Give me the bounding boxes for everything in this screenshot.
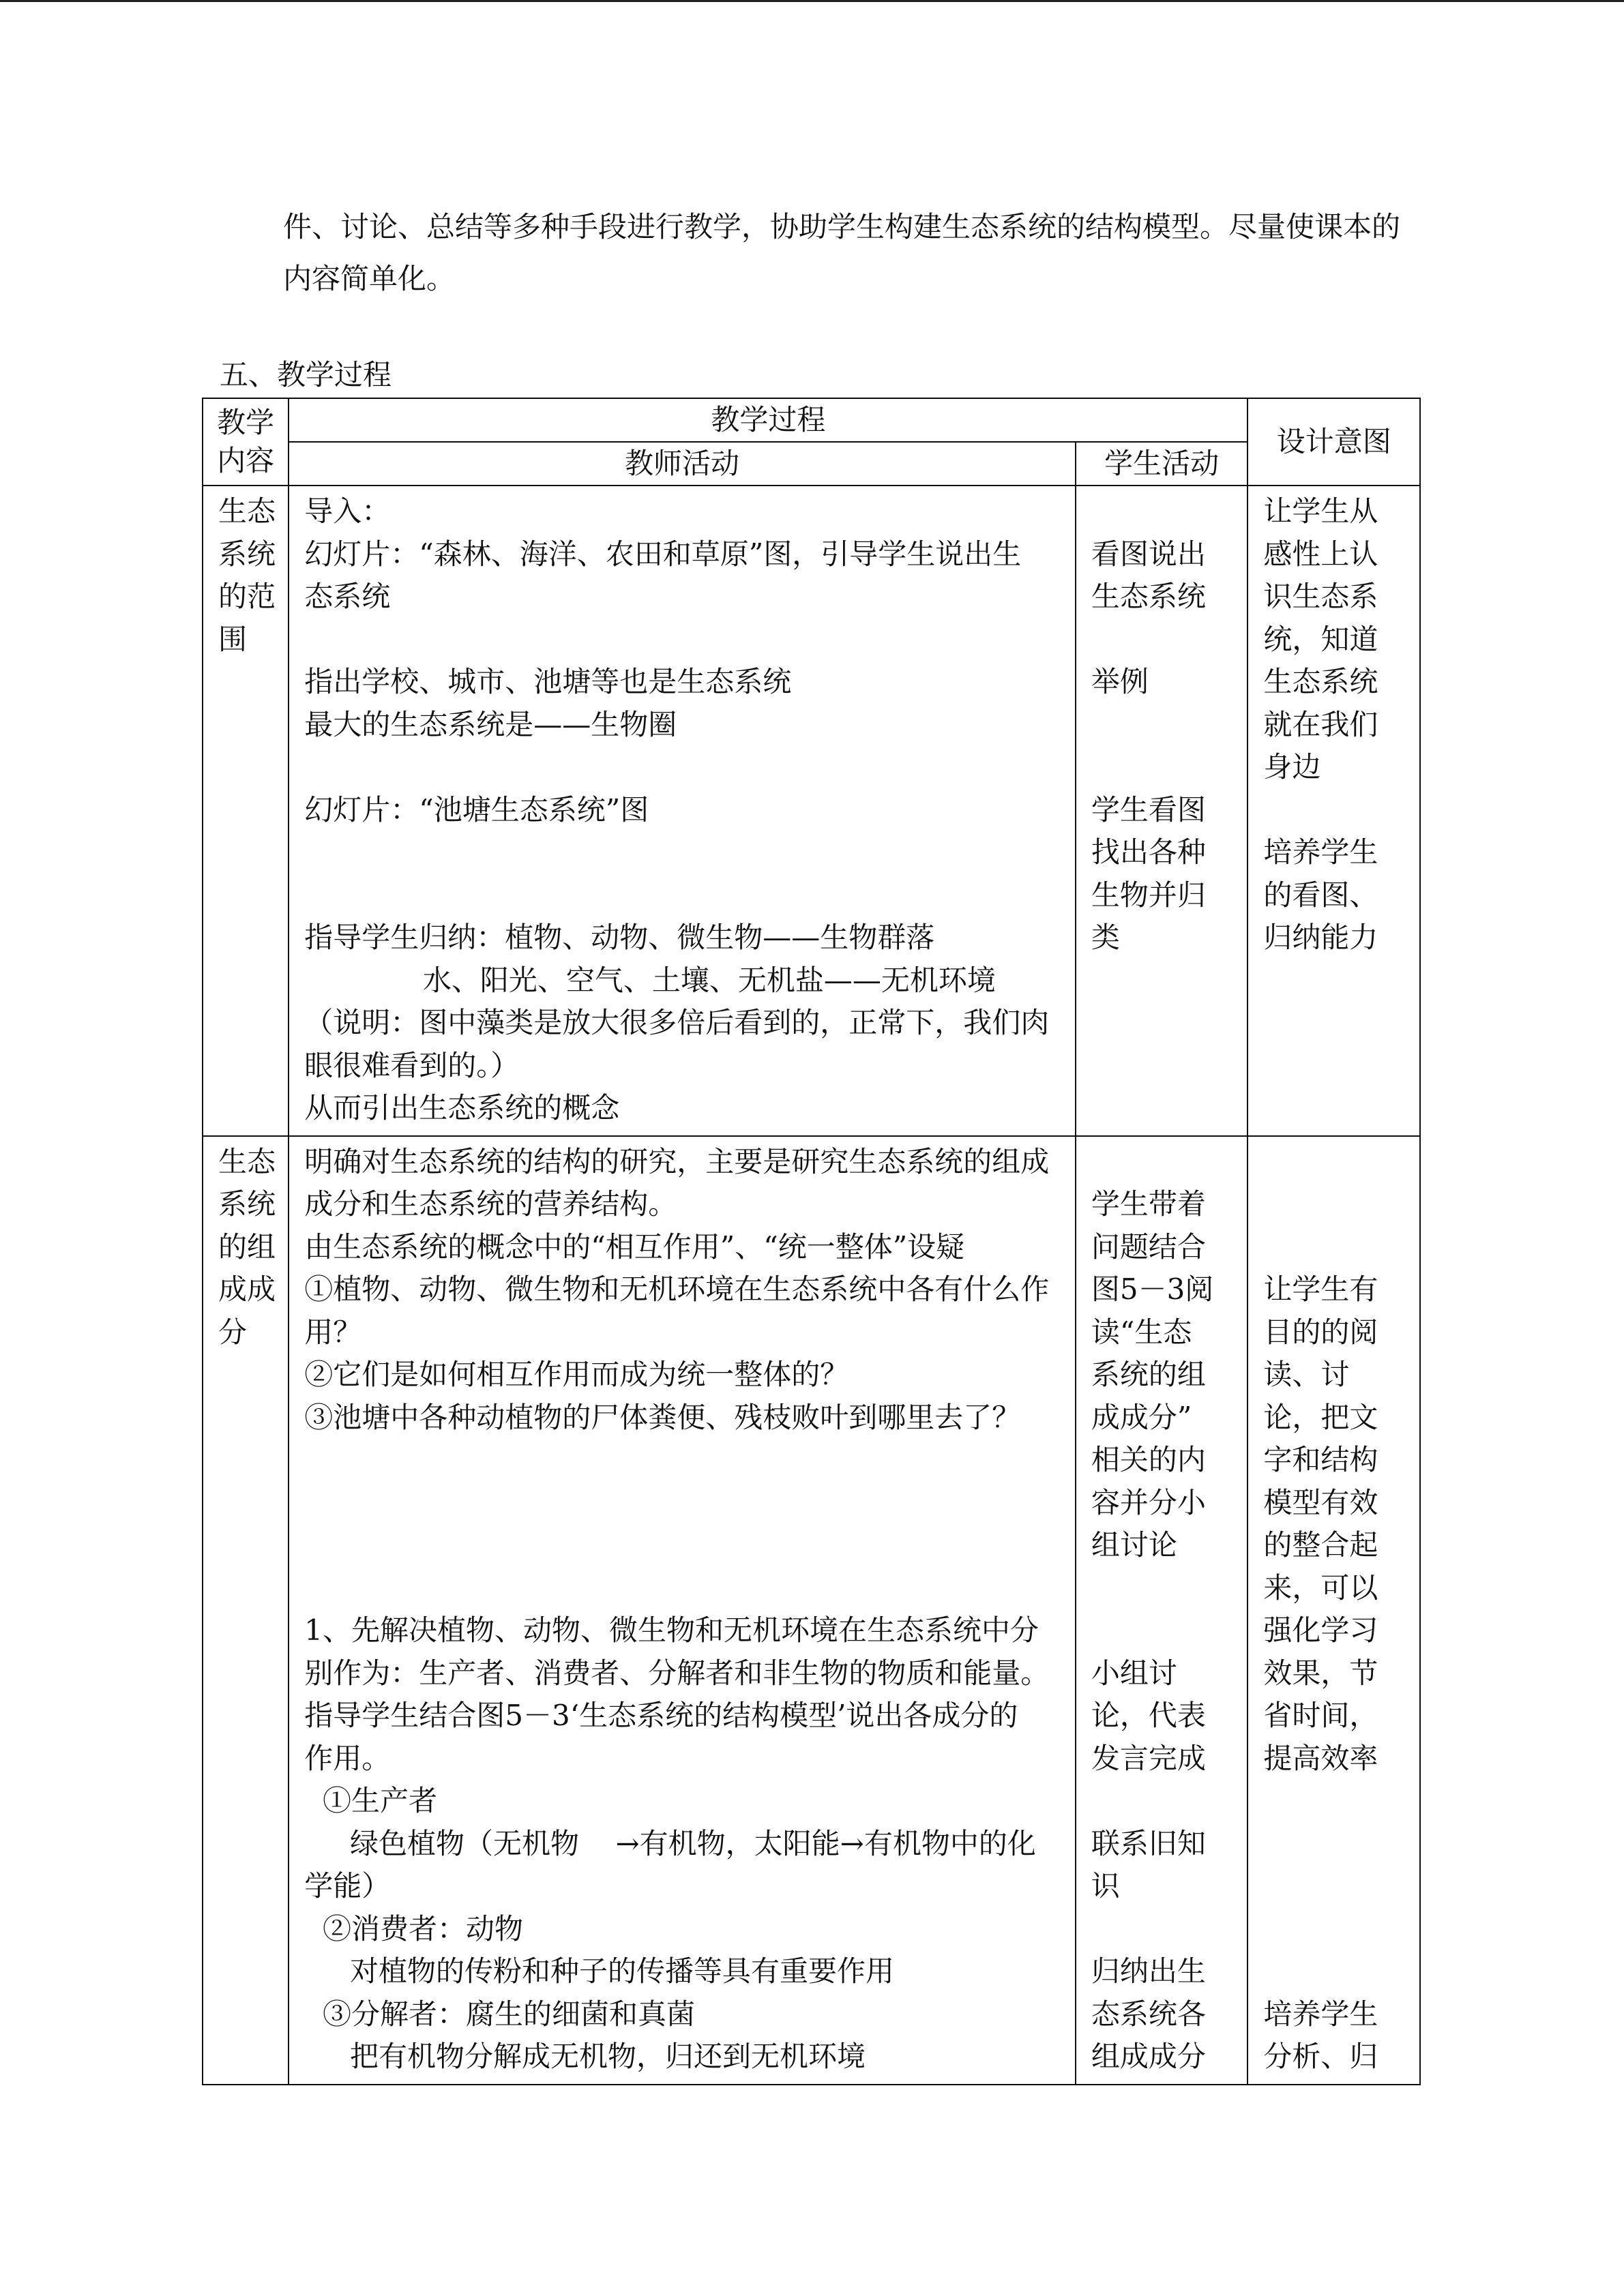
row1-student: 看图说出 生态系统 举例 学生看图 找出各种 生物并归 类 — [1076, 486, 1248, 1136]
table-header-row — [203, 398, 1420, 442]
row1-teacher: 导入： 幻灯片：“森林、海洋、农田和草原”图，引导学生说出生 态系统 指出学校、城市、池塘等也是生态系统 最大的生态系统是——生物圈 幻灯片：“池塘生态系统”图 指导学生归纳：植物、动物、微生物——生物群落 水、阳光、空气、土壤、无机盐——无机环境 （说明：图中藻类是放大很多倍后看到的，正常下，我们肉 眼很难看到的。） 从而引出生态系统的概念 — [289, 486, 1076, 1136]
teaching-process-table — [202, 398, 1421, 2085]
header-teacher: 教师活动 — [289, 442, 1076, 486]
header-student: 学生活动 — [1076, 442, 1248, 486]
page-top-border — [0, 0, 1624, 2]
row1-design: 让学生从 感性上认 识生态系 统，知道 生态系统 就在我们 身边 培养学生 的看图、 归纳能力 — [1247, 486, 1420, 1136]
header-design: 设计意图 — [1247, 398, 1420, 486]
section-title: 五、教学过程 — [220, 358, 392, 391]
table-row — [203, 1136, 1420, 2085]
row2-content: 生态 系统 的组 成成 分 — [203, 1136, 289, 2085]
row2-student: 学生带着 问题结合 图5－3阅 读“生态 系统的组 成成分” 相关的内 容并分小 组讨论 小组讨 论，代表 发言完成 联系旧知 识 归纳出生 态系统各 组成成分 — [1076, 1136, 1248, 2085]
header-content: 教学 内容 — [203, 398, 289, 486]
header-process: 教学过程 — [289, 398, 1247, 442]
row2-teacher: 明确对生态系统的结构的研究，主要是研究生态系统的组成 成分和生态系统的营养结构。 由生态系统的概念中的“相互作用”、“统一整体”设疑 ①植物、动物、微生物和无机环境在生态系统中各有什么作 用？ ②它们是如何相互作用而成为统一整体的？ ③池塘中各种动植物的尸体粪便、残枝败叶到哪里去了？ 1、先解决植物、动物、微生物和无机环境在生态系统中分 别作为：生产者、消费者、分解者和非生物的物质和能量。 指导学生结合图5－3‘生态系统的结构模型’说出各成分的 作用。 ①生产者 绿色植物（无机物 →有机物，太阳能→有机物中的化 学能） ②消费者：动物 对植物的传粉和种子的传播等具有重要作用 ③分解者：腐生的细菌和真菌 把有机物分解成无机物，归还到无机环境 — [289, 1136, 1076, 2085]
intro-paragraph: 件、讨论、总结等多种手段进行教学，协助学生构建生态系统的结构模型。尽量使课本的 内容简单化。 — [283, 210, 1401, 295]
row1-content: 生态 系统 的范 围 — [203, 486, 289, 1136]
table-row — [203, 486, 1420, 1136]
row2-design: 让学生有 目的的阅 读、讨 论，把文 字和结构 模型有效 的整合起 来，可以 强化学习 效果，节 省时间， 提高效率 培养学生 分析、归 — [1247, 1136, 1420, 2085]
table-subheader-row — [203, 442, 1420, 486]
